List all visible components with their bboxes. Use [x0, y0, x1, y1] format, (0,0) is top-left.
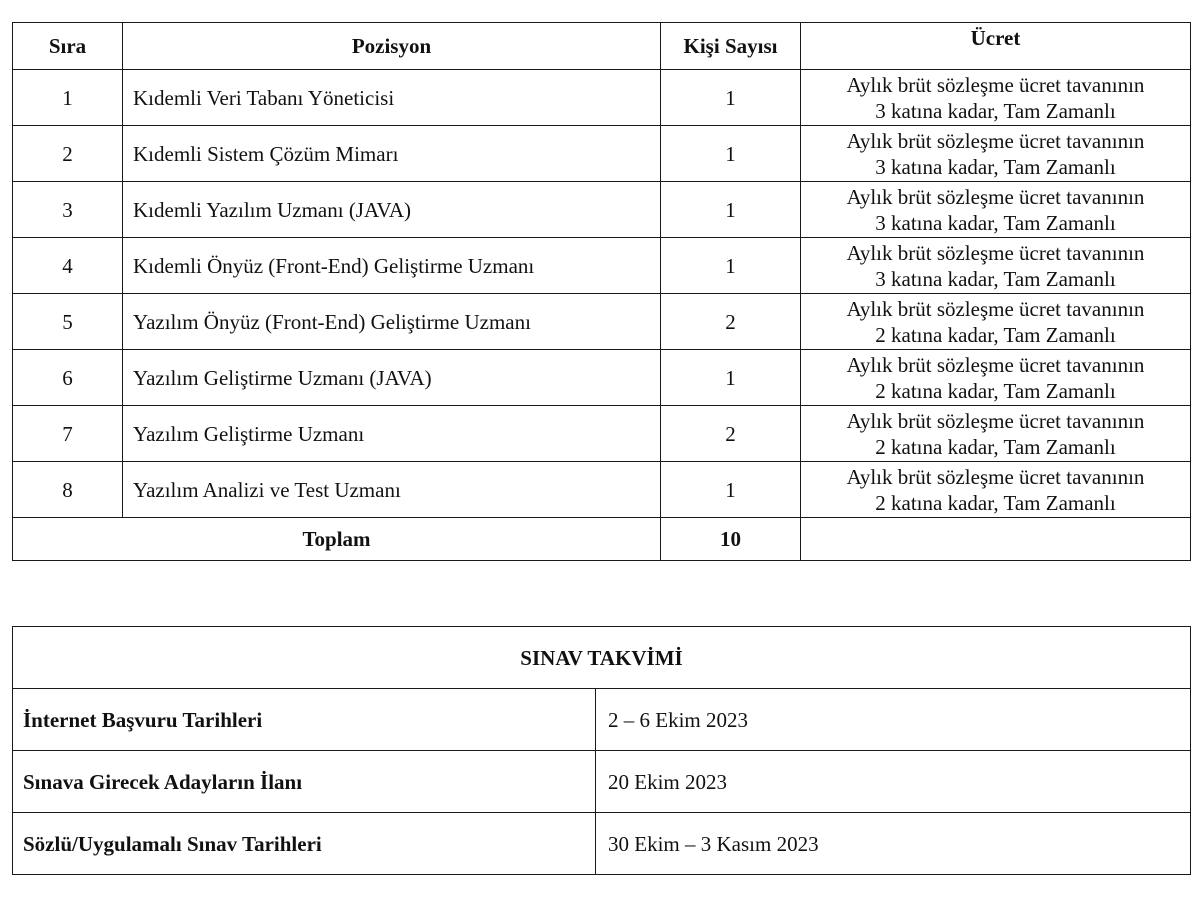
- row-ucret: [801, 182, 1191, 238]
- ucret-line-2: 3 katına kadar, Tam Zamanlı: [875, 210, 1116, 235]
- schedule-label: Sınava Girecek Adayların İlanı: [13, 751, 596, 813]
- ucret-line-1: Aylık brüt sözleşme ücret tavanının: [846, 184, 1145, 209]
- schedule-value: 30 Ekim – 3 Kasım 2023: [596, 813, 1191, 875]
- row-sira: 8: [13, 462, 123, 518]
- row-pozisyon: Kıdemli Sistem Çözüm Mimarı: [123, 126, 661, 182]
- row-ucret: [801, 406, 1191, 462]
- header-ucret: Ücret: [801, 23, 1191, 70]
- row-sira: 6: [13, 350, 123, 406]
- total-empty-cell: [801, 518, 1191, 561]
- ucret-line-1: Aylık brüt sözleşme ücret tavanının: [846, 296, 1145, 321]
- row-sira: 1: [13, 70, 123, 126]
- exam-schedule-table: [12, 626, 1191, 875]
- row-pozisyon: Yazılım Önyüz (Front-End) Geliştirme Uzmanı: [123, 294, 661, 350]
- header-sira: Sıra: [13, 23, 123, 70]
- schedule-value: 2 – 6 Ekim 2023: [596, 689, 1191, 751]
- schedule-label: Sözlü/Uygulamalı Sınav Tarihleri: [13, 813, 596, 875]
- schedule-label: İnternet Başvuru Tarihleri: [13, 689, 596, 751]
- row-ucret: [801, 294, 1191, 350]
- table-row: [13, 350, 1191, 406]
- row-pozisyon: Yazılım Geliştirme Uzmanı (JAVA): [123, 350, 661, 406]
- row-kisi: 2: [661, 406, 801, 462]
- row-pozisyon: Yazılım Geliştirme Uzmanı: [123, 406, 661, 462]
- table-row: [13, 751, 1191, 813]
- ucret-line-2: 3 katına kadar, Tam Zamanlı: [875, 154, 1116, 179]
- table-row: [13, 689, 1191, 751]
- table-row: [13, 182, 1191, 238]
- row-pozisyon: Yazılım Analizi ve Test Uzmanı: [123, 462, 661, 518]
- ucret-line-2: 2 katına kadar, Tam Zamanlı: [875, 378, 1116, 403]
- schedule-title: SINAV TAKVİMİ: [13, 627, 1191, 689]
- row-kisi: 1: [661, 238, 801, 294]
- ucret-line-1: Aylık brüt sözleşme ücret tavanının: [846, 128, 1145, 153]
- row-sira: 5: [13, 294, 123, 350]
- row-kisi: 1: [661, 350, 801, 406]
- table-row: [13, 294, 1191, 350]
- row-kisi: 1: [661, 70, 801, 126]
- positions-header-row: [13, 23, 1191, 70]
- row-kisi: 2: [661, 294, 801, 350]
- row-sira: 3: [13, 182, 123, 238]
- table-row: [13, 462, 1191, 518]
- table-row: [13, 126, 1191, 182]
- header-pozisyon: Pozisyon: [123, 23, 661, 70]
- ucret-line-1: Aylık brüt sözleşme ücret tavanının: [846, 352, 1145, 377]
- row-ucret: [801, 462, 1191, 518]
- total-label: Toplam: [13, 518, 661, 561]
- table-row: [13, 813, 1191, 875]
- row-ucret: [801, 70, 1191, 126]
- row-ucret: [801, 350, 1191, 406]
- table-row: [13, 406, 1191, 462]
- ucret-line-2: 2 katına kadar, Tam Zamanlı: [875, 322, 1116, 347]
- row-pozisyon: Kıdemli Önyüz (Front-End) Geliştirme Uzmanı: [123, 238, 661, 294]
- total-value: 10: [661, 518, 801, 561]
- ucret-line-1: Aylık brüt sözleşme ücret tavanının: [846, 72, 1145, 97]
- table-row: [13, 238, 1191, 294]
- header-kisi-sayisi: Kişi Sayısı: [661, 23, 801, 70]
- schedule-title-row: [13, 627, 1191, 689]
- row-sira: 4: [13, 238, 123, 294]
- row-ucret: [801, 126, 1191, 182]
- row-kisi: 1: [661, 182, 801, 238]
- ucret-line-1: Aylık brüt sözleşme ücret tavanının: [846, 464, 1145, 489]
- row-pozisyon: Kıdemli Yazılım Uzmanı (JAVA): [123, 182, 661, 238]
- row-kisi: 1: [661, 462, 801, 518]
- table-row: [13, 70, 1191, 126]
- row-ucret: [801, 238, 1191, 294]
- ucret-line-2: 3 katına kadar, Tam Zamanlı: [875, 266, 1116, 291]
- row-sira: 7: [13, 406, 123, 462]
- total-row: [13, 518, 1191, 561]
- ucret-line-1: Aylık brüt sözleşme ücret tavanının: [846, 408, 1145, 433]
- row-sira: 2: [13, 126, 123, 182]
- ucret-line-2: 3 katına kadar, Tam Zamanlı: [875, 98, 1116, 123]
- row-kisi: 1: [661, 126, 801, 182]
- positions-table: [12, 22, 1191, 561]
- ucret-line-2: 2 katına kadar, Tam Zamanlı: [875, 490, 1116, 515]
- row-pozisyon: Kıdemli Veri Tabanı Yöneticisi: [123, 70, 661, 126]
- schedule-value: 20 Ekim 2023: [596, 751, 1191, 813]
- ucret-line-2: 2 katına kadar, Tam Zamanlı: [875, 434, 1116, 459]
- ucret-line-1: Aylık brüt sözleşme ücret tavanının: [846, 240, 1145, 265]
